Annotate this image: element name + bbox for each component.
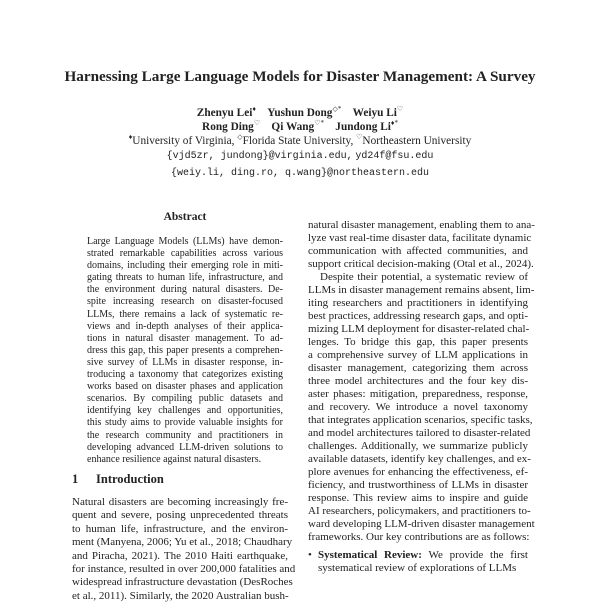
abstract-body	[87, 236, 283, 466]
affiliation-mark: ♡	[396, 105, 404, 114]
text-line: views and in-depth analyses of their applica-	[87, 320, 283, 332]
introduction-body	[72, 496, 296, 603]
bullet-title: Systematical Review:	[318, 549, 422, 561]
text-line: best practices, addressing research gaps, and opti-	[308, 310, 528, 322]
section-title: Introduction	[96, 472, 164, 486]
email-text: yd24f@fsu.edu	[355, 151, 434, 163]
text-line: et al., 2011). Similarly, the 2020 Australian bush-	[72, 589, 289, 602]
text-line: troducing a taxonomy that categorizes existing	[87, 369, 283, 381]
bullet-icon: •	[308, 549, 312, 561]
text-line: to human life, infrastructure, and the environ-	[72, 522, 288, 535]
affiliation-mark: ◇*	[332, 105, 342, 114]
affiliation-mark: ♦	[128, 133, 133, 142]
text-line: quent and severe, posing unprecedented threats	[72, 509, 288, 522]
affiliation-mark: ♦*	[390, 119, 398, 128]
text-line: the environment during natural disasters. De-	[87, 284, 283, 296]
text-line: widespread infrastructure devastation (DesRoches	[72, 576, 293, 589]
text-line: Large Language Models (LLMs) have demon-	[87, 236, 283, 247]
affiliation	[129, 135, 235, 147]
text-line: natural disaster management, enabling them to ana-	[308, 219, 535, 231]
author-name	[271, 121, 324, 133]
affiliation-mark: ♡	[356, 133, 363, 142]
text-line: domains, including their emerging role in miti-	[87, 260, 283, 272]
affiliation-mark: ♡*	[314, 119, 324, 128]
text-line: scenarios. By compiling public datasets and	[87, 393, 283, 405]
abstract-heading: Abstract	[163, 211, 207, 223]
right-column-body	[308, 219, 535, 544]
authors-line-1	[0, 106, 600, 120]
text-line: lenges. To bridge this gap, this paper presents	[308, 336, 528, 348]
text-line: and recovery. We introduce a novel taxonomy	[308, 401, 528, 413]
text-line: mizing LLM deployment for disaster-related chal-	[308, 323, 530, 335]
paragraph	[308, 271, 535, 544]
affiliation-mark: ♡	[253, 119, 261, 128]
paragraph	[87, 236, 283, 466]
text-line: Despite their potential, a systematic review of	[320, 271, 528, 283]
contribution-list	[308, 549, 528, 575]
text-line: for instance, resulted in over 200,000 fatalities and	[72, 563, 296, 576]
paragraph	[72, 496, 296, 603]
text-line: ward developing LLM-driven disaster management	[308, 518, 535, 530]
author-text: Qi Wang	[271, 121, 315, 134]
text-line: available datasets, identify key challenges, and ex-	[308, 453, 531, 465]
affiliation	[356, 135, 471, 147]
affiliation	[237, 135, 353, 147]
email-text: {weiy.li, ding.ro, q.wang}@northeastern.edu	[170, 167, 430, 179]
email-line-2	[0, 165, 600, 181]
author-text: Yushun Dong	[267, 107, 333, 119]
email-line-1	[0, 148, 600, 164]
author-name	[197, 107, 256, 119]
author-name	[202, 121, 260, 133]
text-line: Natural disasters are becoming increasingly fre-	[72, 496, 288, 508]
bullet-text-line: systematical review of explorations of LLMs	[318, 562, 517, 574]
text-line: ment (Manyena, 2006; Yu et al., 2018; Chaudhary	[72, 536, 293, 549]
section-number: 1	[72, 472, 79, 486]
author-text: Weiyu Li	[352, 107, 397, 119]
author-text: Jundong Li	[335, 121, 391, 134]
text-line: the research community and practitioners in	[87, 429, 283, 441]
text-line: tions in natural disaster management. To ad-	[87, 332, 283, 344]
bullet-text: We provide the first	[428, 549, 528, 561]
text-line: enhance resilience against natural disasters.	[87, 453, 262, 465]
affiliation-name: Northeastern University	[362, 135, 472, 147]
text-line: aster phases: mitigation, preparedness, response,	[308, 388, 528, 400]
text-line: gating threats to human life, infrastructure, and	[87, 272, 283, 284]
section-heading-introduction	[72, 472, 164, 487]
text-line: response. This review aims to inspire and guide	[308, 492, 528, 504]
text-line: communication with affected communities, and	[308, 245, 528, 257]
text-line: support critical decision-making (Otal et al., 2024).	[308, 258, 534, 270]
text-line: strated remarkable capabilities across various	[87, 248, 283, 260]
bullet-item	[308, 549, 528, 562]
author-name	[335, 121, 398, 133]
affiliation-mark: ♦	[252, 105, 256, 114]
text-line: and model architectures tailored to disaster-related	[308, 427, 531, 439]
author-text: Rong Ding	[202, 121, 254, 134]
text-line: a comprehensive survey of LLM applications in	[308, 349, 528, 361]
text-line: that integrates application scenarios, specific tasks,	[308, 414, 533, 426]
author-name	[353, 107, 404, 119]
text-line: LLMs, there remains a lack of systematic re-	[87, 308, 283, 320]
text-line: spite increasing research on disaster-focused	[87, 296, 283, 308]
affiliations-line	[0, 134, 600, 148]
text-line: plore avenues for enhancing the effectiveness, ef-	[308, 466, 528, 478]
text-line: sive survey of LLMs in disaster response, in-	[87, 356, 283, 368]
text-line: frameworks. Our key contributions are as follows:	[308, 531, 530, 543]
text-line: ficiency, and trustworthiness of LLMs in disaster	[308, 479, 528, 491]
text-line: iting researchers and practitioners in identifying	[308, 297, 528, 309]
affiliation-mark: ◇	[237, 133, 243, 142]
text-line: lyze vast real-time disaster data, facilitate dynamic	[308, 232, 532, 244]
text-line: works based on disaster phases and application	[87, 381, 283, 393]
authors-line-2	[0, 120, 600, 134]
text-line: identifying key challenges and opportunities,	[87, 405, 283, 417]
author-name	[267, 107, 341, 119]
text-line: LLMs in disaster management remains absent, lim-	[308, 284, 535, 296]
text-line: three model architectures and the four key dis-	[308, 375, 528, 387]
text-line: and Piracha, 2021). The 2010 Haiti earthquake,	[72, 549, 288, 562]
text-line: developing advanced LLM-driven solutions to	[87, 441, 283, 453]
paper-title: Harnessing Large Language Models for Disaster Management: A Survey	[64, 68, 536, 85]
text-line: AI researchers, policymakers, and practitioners to-	[308, 505, 531, 517]
paragraph	[308, 219, 535, 271]
affiliation-name: University of Virginia,	[132, 135, 235, 147]
affiliation-name: Florida State University,	[242, 135, 354, 147]
authors	[0, 106, 600, 135]
affiliations	[0, 134, 600, 181]
text-line: this study aims to provide valuable insights for	[87, 417, 283, 429]
text-line: challenges. Additionally, we summarize publicly	[308, 440, 528, 452]
author-text: Zhenyu Lei	[196, 107, 253, 119]
text-line: disaster management, categorizing them across	[308, 362, 528, 374]
text-line: dress this gap, this paper presents a comprehen-	[87, 344, 283, 356]
email-text: {vjd5zr, jundong}@virginia.edu,	[166, 151, 353, 163]
